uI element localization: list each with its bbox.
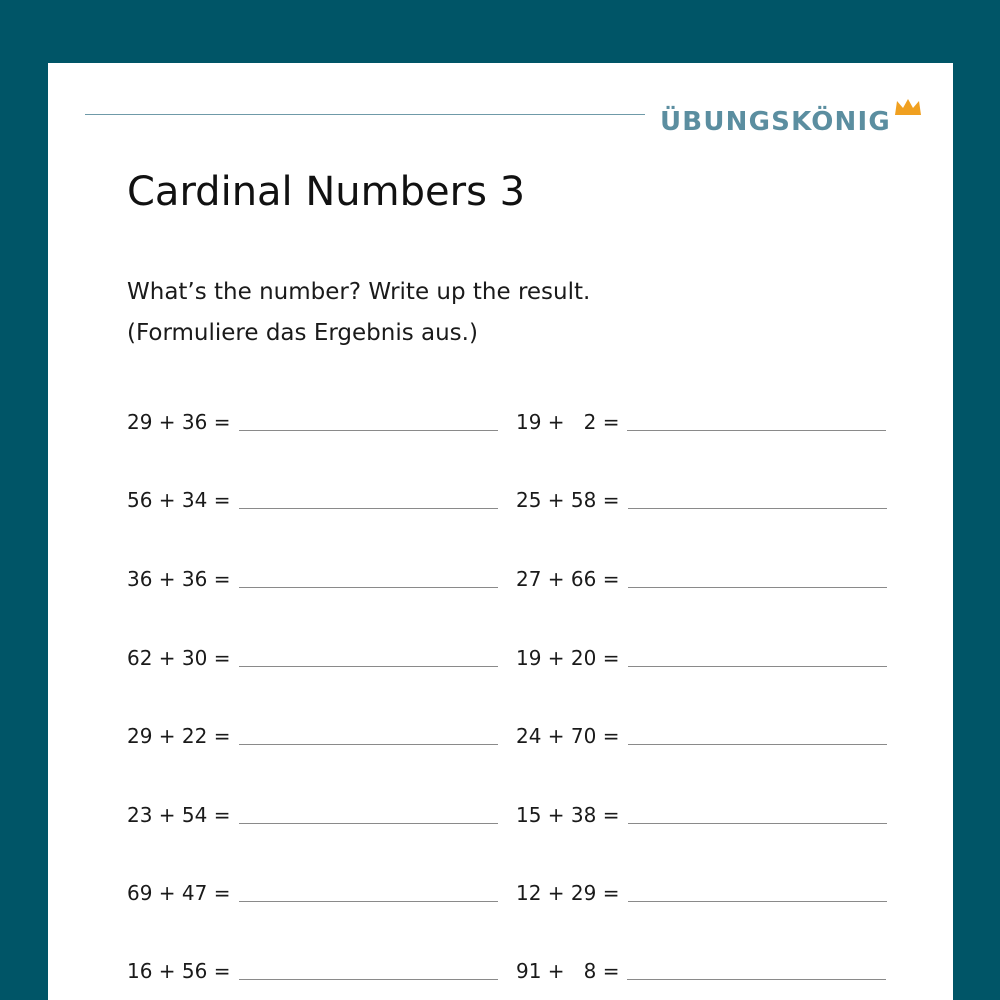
exercise-equation: 91 + 8 =	[516, 959, 620, 983]
exercise-left-2	[127, 488, 498, 512]
exercise-left-4	[127, 646, 498, 670]
exercise-right-8	[516, 959, 886, 983]
answer-line[interactable]	[628, 508, 887, 509]
exercise-equation: 16 + 56 =	[127, 959, 231, 983]
answer-line[interactable]	[627, 979, 886, 980]
exercise-equation: 12 + 29 =	[516, 881, 620, 905]
exercise-left-6	[127, 803, 498, 827]
exercise-equation: 29 + 36 =	[127, 410, 231, 434]
exercise-equation: 15 + 38 =	[516, 803, 620, 827]
exercise-equation: 29 + 22 =	[127, 724, 231, 748]
answer-line[interactable]	[628, 823, 887, 824]
worksheet-page	[48, 63, 953, 1000]
exercise-left-3	[127, 567, 498, 591]
answer-line[interactable]	[239, 744, 498, 745]
answer-line[interactable]	[628, 587, 887, 588]
exercise-equation: 62 + 30 =	[127, 646, 231, 670]
answer-line[interactable]	[239, 508, 498, 509]
answer-line[interactable]	[628, 666, 887, 667]
exercise-right-6	[516, 803, 887, 827]
exercise-left-5	[127, 724, 498, 748]
exercise-right-2	[516, 488, 887, 512]
instruction-german: (Formuliere das Ergebnis aus.)	[127, 320, 478, 346]
exercise-equation: 69 + 47 =	[127, 881, 231, 905]
exercise-left-7	[127, 881, 498, 905]
exercise-equation: 25 + 58 =	[516, 488, 620, 512]
exercise-equation: 24 + 70 =	[516, 724, 620, 748]
instruction-english: What’s the number? Write up the result.	[127, 279, 591, 305]
answer-line[interactable]	[239, 430, 498, 431]
answer-line[interactable]	[239, 901, 498, 902]
page-title: Cardinal Numbers 3	[127, 169, 526, 215]
brand-name: ÜBUNGSKÖNIG	[660, 107, 891, 137]
exercise-equation: 23 + 54 =	[127, 803, 231, 827]
exercise-right-4	[516, 646, 887, 670]
exercise-left-8	[127, 959, 498, 983]
exercise-equation: 56 + 34 =	[127, 488, 231, 512]
exercise-left-1	[127, 410, 498, 434]
exercise-equation: 19 + 20 =	[516, 646, 620, 670]
exercise-right-1	[516, 410, 886, 434]
exercise-equation: 27 + 66 =	[516, 567, 620, 591]
answer-line[interactable]	[239, 979, 498, 980]
exercise-equation: 36 + 36 =	[127, 567, 231, 591]
header-rule	[85, 114, 645, 115]
answer-line[interactable]	[239, 666, 498, 667]
crown-icon	[893, 97, 923, 117]
answer-line[interactable]	[628, 901, 887, 902]
answer-line[interactable]	[239, 587, 498, 588]
exercise-right-7	[516, 881, 887, 905]
exercise-right-3	[516, 567, 887, 591]
answer-line[interactable]	[239, 823, 498, 824]
exercise-equation: 19 + 2 =	[516, 410, 620, 434]
answer-line[interactable]	[628, 744, 887, 745]
exercise-right-5	[516, 724, 887, 748]
answer-line[interactable]	[627, 430, 886, 431]
